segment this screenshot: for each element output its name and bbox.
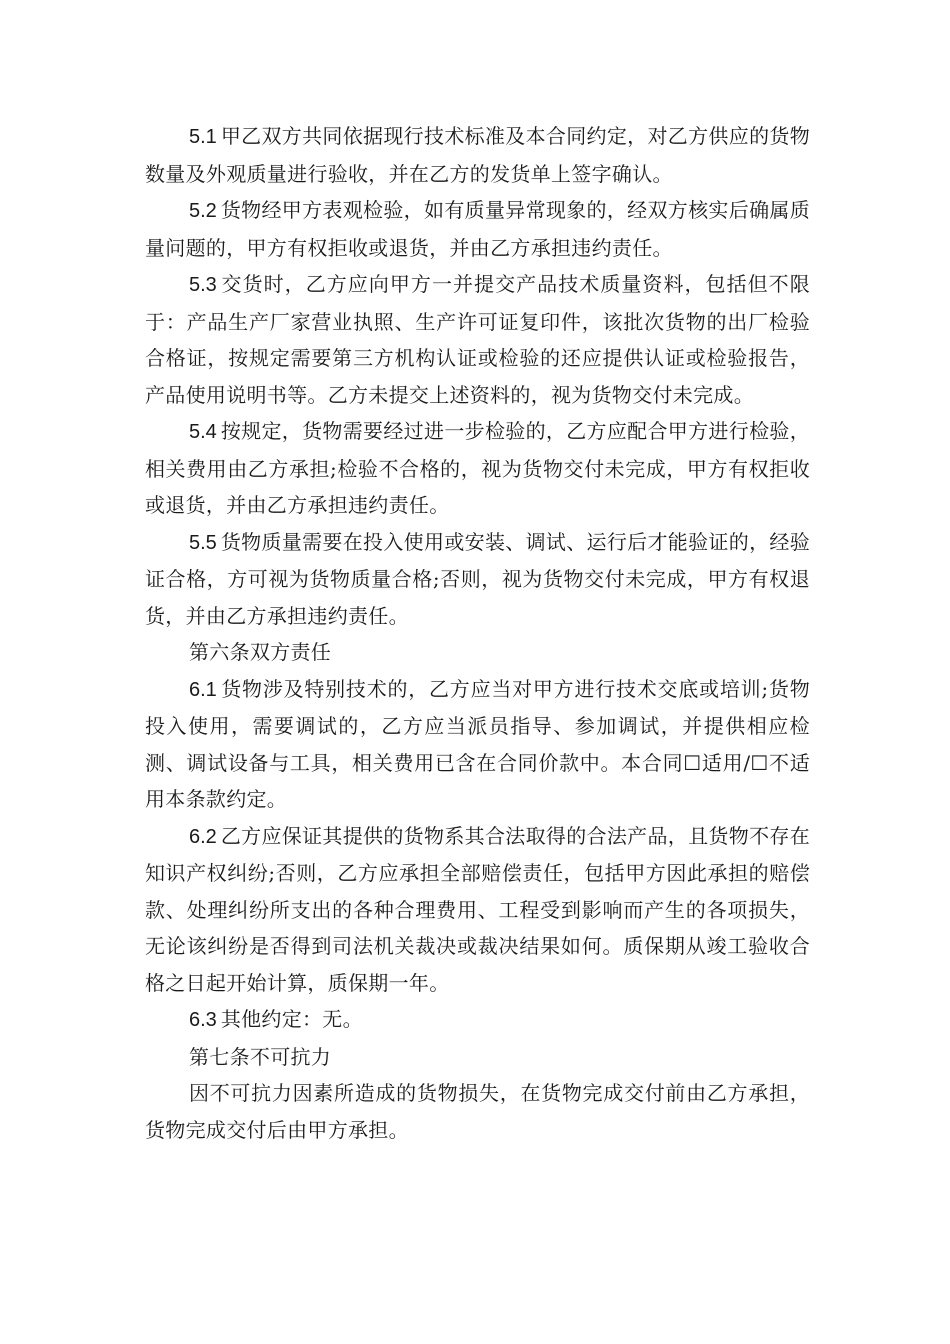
clause-number: 6.2 bbox=[189, 825, 217, 848]
clause-6-2 bbox=[145, 818, 810, 1002]
article-7-heading bbox=[145, 1039, 810, 1076]
clause-number: 5.4 bbox=[189, 421, 217, 443]
clause-text: 交货时，乙方应向甲方一并提交产品技术质量资料，包括但不限于：产品生产厂家营业执照、生产许可证复印件，该批次货物的出厂检验合格证，按规定需要第三方机构认证或检验的还应提供认证或检验报告，产品使用说明书等。乙方未提交上述资料的，视为货物交付未完成。 bbox=[145, 272, 810, 407]
clause-number: 6.1 bbox=[189, 678, 217, 701]
article-heading-text: 第七条不可抗力 bbox=[189, 1044, 332, 1069]
clause-number: 6.3 bbox=[189, 1009, 217, 1031]
clause-number: 5.3 bbox=[189, 274, 217, 296]
clause-5-3 bbox=[145, 266, 810, 413]
clause-text: 按规定，货物需要经过进一步检验的，乙方应配合甲方进行检验，相关费用由乙方承担;检验不合格的，视为货物交付未完成，甲方有权拒收或退货，并由乙方承担违约责任。 bbox=[145, 419, 810, 517]
clause-5-4 bbox=[145, 413, 810, 524]
article-7-body bbox=[145, 1075, 810, 1148]
clause-text: 其他约定：无。 bbox=[220, 1007, 363, 1031]
article-6-heading bbox=[145, 634, 810, 671]
clause-number: 5.5 bbox=[189, 531, 217, 554]
clause-text: 乙方应保证其提供的货物系其合法取得的合法产品，且货物不存在知识产权纠纷;否则，乙方应承担全部赔偿责任，包括甲方因此承担的赔偿款、处理纠纷所支出的各种合理费用、工程受到影响而产生的各项损失，无论该纠纷是否得到司法机关裁决或裁决结果如何。质保期从竣工验收合格之日起开始计算，质保期一年。 bbox=[145, 823, 810, 995]
clause-text: 货物经甲方表观检验，如有质量异常现象的，经双方核实后确属质量问题的，甲方有权拒收或退货，并由乙方承担违约责任。 bbox=[145, 198, 810, 260]
clause-text: 货物涉及特别技术的，乙方应当对甲方进行技术交底或培训;货物投入使用，需要调试的，乙方应当派员指导、参加调试，并提供相应检测、调试设备与工具，相关费用已含在合同价款中。本合同☐适用/☐不适用本条款约定。 bbox=[145, 676, 810, 811]
clause-text: 因不可抗力因素所造成的货物损失，在货物完成交付前由乙方承担，货物完成交付后由甲方承担。 bbox=[145, 1081, 810, 1142]
clause-number: 5.2 bbox=[189, 200, 217, 222]
clause-6-1 bbox=[145, 671, 810, 818]
article-heading-text: 第六条双方责任 bbox=[189, 640, 332, 664]
clause-5-1 bbox=[145, 118, 810, 192]
clause-5-2 bbox=[145, 192, 810, 266]
clause-text: 货物质量需要在投入使用或安装、调试、运行后才能验证的，经验证合格，方可视为货物质量合格;否则，视为货物交付未完成，甲方有权退货，并由乙方承担违约责任。 bbox=[145, 529, 810, 628]
clause-6-3 bbox=[145, 1001, 810, 1039]
document-body bbox=[145, 118, 810, 1148]
clause-text: 甲乙双方共同依据现行技术标准及本合同约定，对乙方供应的货物数量及外观质量进行验收，并在乙方的发货单上签字确认。 bbox=[145, 124, 810, 186]
clause-number: 5.1 bbox=[189, 126, 217, 148]
clause-5-5 bbox=[145, 524, 810, 635]
